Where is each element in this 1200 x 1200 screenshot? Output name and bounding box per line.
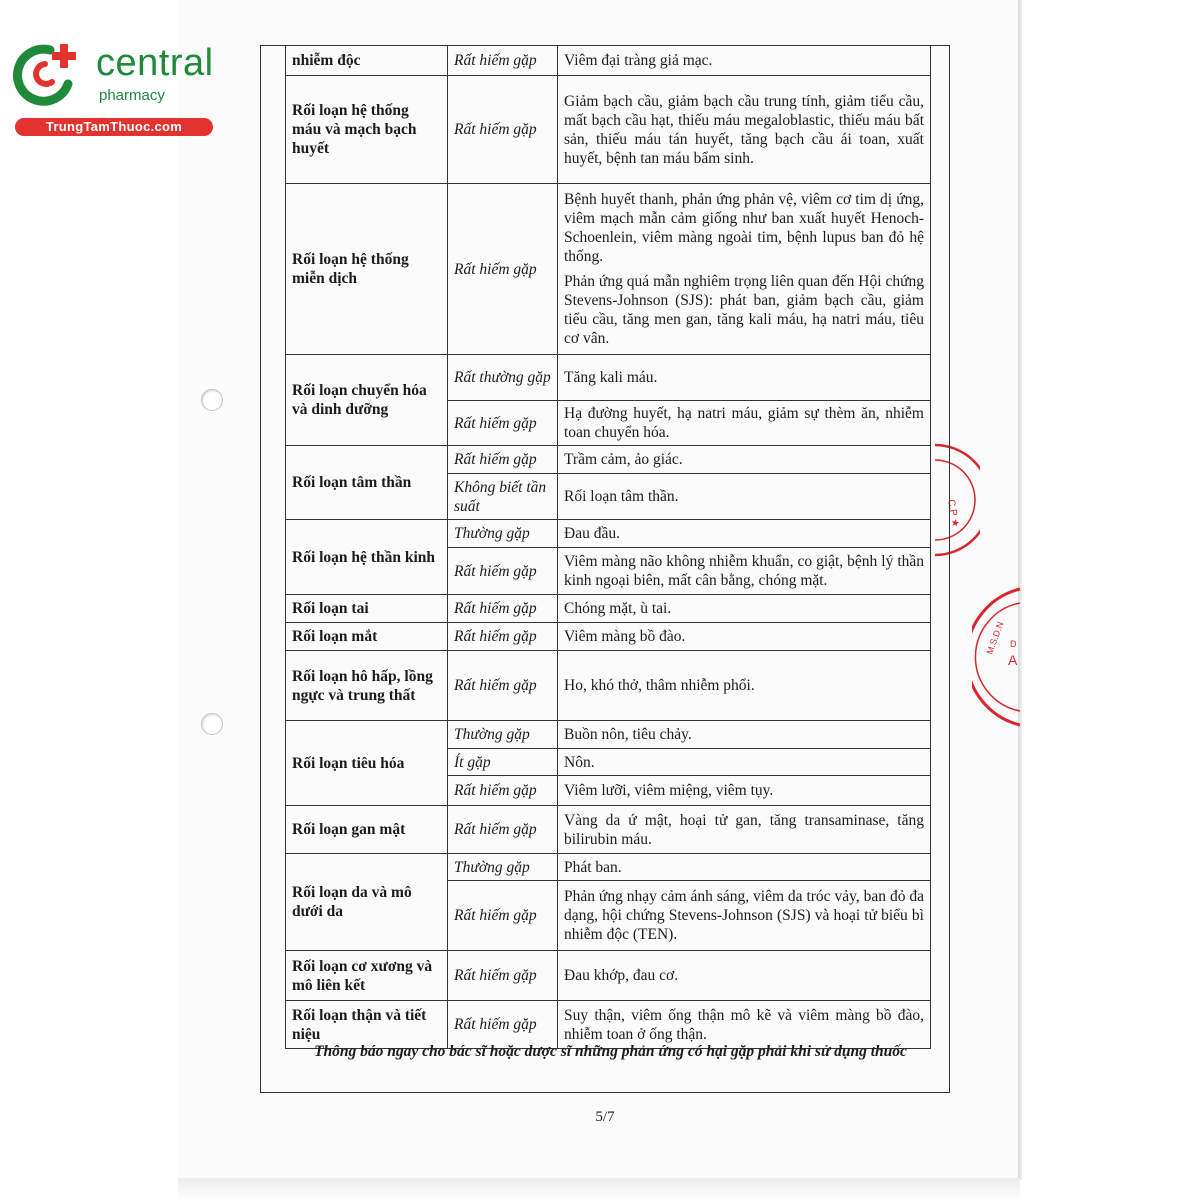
organ-cell: Rối loạn hô hấp, lồng ngực và trung thất (286, 651, 448, 721)
footnote-warning: Thông báo ngay cho bác sĩ hoặc dược sĩ những phản ứng có hại gặp phải khi sử dụng thuốc (314, 1043, 907, 1060)
table-row (286, 446, 931, 474)
table-row (286, 76, 931, 184)
logo-url-badge[interactable]: TrungTamThuoc.com (15, 118, 213, 136)
frequency-cell: Rất hiếm gặp (448, 881, 558, 951)
description-text: Đau đầu. (564, 525, 620, 542)
table-row (286, 951, 931, 1001)
description-text: Đau khớp, đau cơ. (564, 967, 679, 984)
description-cell (558, 446, 931, 474)
table-row (286, 651, 931, 721)
description-text: Phát ban. (564, 858, 622, 876)
table-row (286, 595, 931, 623)
frequency-cell: Rất hiếm gặp (448, 651, 558, 721)
adverse-effects-table (285, 45, 931, 1049)
organ-cell: Rối loạn cơ xương và mô liên kết (286, 951, 448, 1001)
description-cell (558, 881, 931, 951)
organ-cell: Rối loạn hệ thống miễn dịch (286, 184, 448, 355)
organ-cell: Rối loạn tâm thần (286, 446, 448, 520)
description-text: Nôn. (564, 753, 595, 771)
organ-cell: Rối loạn tiêu hóa (286, 721, 448, 806)
description-cell (558, 806, 931, 854)
description-cell (558, 623, 931, 651)
description-cell (558, 76, 931, 184)
svg-text:M.S.D.N: M.S.D.N (984, 620, 1006, 656)
frequency-cell: Thường gặp (448, 854, 558, 881)
description-text: Ho, khó thở, thâm nhiễm phổi. (564, 677, 755, 694)
organ-cell: Rối loạn thận và tiết niệu (286, 1001, 448, 1049)
frequency-cell: Rất hiếm gặp (448, 623, 558, 651)
description-cell (558, 46, 931, 76)
organ-cell: nhiễm độc (286, 46, 448, 76)
central-pharmacy-logo[interactable] (10, 36, 215, 136)
frequency-cell: Thường gặp (448, 721, 558, 749)
partial-stamp-lower (972, 585, 1022, 730)
description-text: Viêm màng não không nhiễm khuẩn, co giật, bệnh lý thần kinh ngoại biên, mất cân bằng, chóng mặt. (564, 553, 924, 589)
description-cell (558, 355, 931, 401)
punch-hole-bottom (201, 713, 223, 735)
description-cell (558, 951, 931, 1001)
table-row (286, 854, 931, 881)
description-cell (558, 776, 931, 806)
description-text: Giảm bạch cầu, giảm bạch cầu trung tính, giảm tiểu cầu, mất bạch cầu hạt, thiếu máu megaloblastic, thiếu máu bất sản, thiếu máu tán huyết, tăng bạch cầu ái toan, xuất huyết, bệnh tan máu bẩm sinh. (564, 92, 924, 167)
frequency-cell: Rất hiếm gặp (448, 595, 558, 623)
svg-text:C.P ★: C.P ★ (945, 498, 961, 529)
organ-cell: Rối loạn chuyển hóa và dinh dưỡng (286, 355, 448, 446)
table-row (286, 520, 931, 548)
frequency-cell: Rất hiếm gặp (448, 776, 558, 806)
description-text: Vàng da ứ mật, hoại tử gan, tăng transaminase, tăng bilirubin máu. (564, 811, 924, 848)
description-cell (558, 854, 931, 881)
organ-cell: Rối loạn gan mật (286, 806, 448, 854)
description-text: Viêm màng bồ đào. (564, 628, 686, 645)
description-cell (558, 749, 931, 776)
description-cell (558, 651, 931, 721)
table-row (286, 1001, 931, 1049)
frequency-cell: Rất thường gặp (448, 355, 558, 401)
description-cell (558, 548, 931, 595)
pharmacy-cross-icon (10, 38, 80, 108)
frequency-cell: Rất hiếm gặp (448, 806, 558, 854)
frequency-cell: Rất hiếm gặp (448, 46, 558, 76)
table-row (286, 623, 931, 651)
description-cell (558, 474, 931, 520)
table-row (286, 806, 931, 854)
organ-cell: Rối loạn da và mô dưới da (286, 854, 448, 951)
svg-text:A: A (1008, 652, 1018, 668)
frequency-cell: Rất hiếm gặp (448, 446, 558, 474)
logo-subtitle: pharmacy (99, 87, 165, 104)
punch-hole-top (201, 389, 223, 411)
frequency-cell: Thường gặp (448, 520, 558, 548)
organ-cell: Rối loạn tai (286, 595, 448, 623)
frequency-cell: Ít gặp (448, 749, 558, 776)
organ-cell: Rối loạn hệ thần kinh (286, 520, 448, 595)
table-row (286, 184, 931, 355)
description-cell (558, 184, 931, 355)
organ-cell: Rối loạn mắt (286, 623, 448, 651)
frequency-cell: Rất hiếm gặp (448, 184, 558, 355)
page-bottom-shadow (178, 1178, 1020, 1200)
description-text: Trầm cảm, ảo giác. (564, 451, 683, 468)
description-text: Viêm đại tràng giả mạc. (564, 52, 713, 69)
frequency-cell: Rất hiếm gặp (448, 548, 558, 595)
description-cell (558, 595, 931, 623)
frequency-cell: Rất hiếm gặp (448, 401, 558, 446)
description-text: Tăng kali máu. (564, 369, 658, 386)
description-text: Bệnh huyết thanh, phản ứng phản vệ, viêm cơ tim dị ứng, viêm mạch mẫn cảm giống như ban xuất huyết Henoch-Schoenlein, viêm màng ngoài tim, bệnh lupus ban đỏ hệ thống. (564, 191, 924, 265)
logo-name: central (96, 42, 214, 84)
table-row (286, 355, 931, 401)
organ-cell: Rối loạn hệ thống máu và mạch bạch huyết (286, 76, 448, 184)
frequency-cell: Rất hiếm gặp (448, 1001, 558, 1049)
table-row (286, 721, 931, 749)
description-text: Viêm lưỡi, viêm miệng, viêm tụy. (564, 782, 774, 799)
description-text: Buồn nôn, tiêu chảy. (564, 726, 692, 743)
description-text: Chóng mặt, ù tai. (564, 600, 672, 617)
page-number: 5/7 (595, 1109, 615, 1125)
table-row (286, 46, 931, 76)
frequency-cell: Rất hiếm gặp (448, 951, 558, 1001)
description-text: Phản ứng quá mẫn nghiêm trọng liên quan đến Hội chứng Stevens-Johnson (SJS): phát ban, giảm bạch cầu, giảm tiểu cầu, tăng men gan, tăng kali máu, hạ natri máu, tiêu cơ vân. (564, 273, 924, 347)
description-text: Hạ đường huyết, hạ natri máu, giảm sự thèm ăn, nhiễm toan chuyển hóa. (564, 405, 924, 441)
svg-text:D: D (1010, 639, 1017, 649)
description-cell (558, 721, 931, 749)
description-text: Suy thận, viêm ống thận mô kẽ và viêm màng bồ đào, nhiễm toan ở ống thận. (564, 1006, 924, 1043)
frequency-cell: Không biết tần suất (448, 474, 558, 520)
description-text: Phản ứng nhạy cảm ánh sáng, viêm da tróc vảy, ban đỏ đa dạng, hội chứng Stevens-Johnson (SJS) và hoại tử biểu bì nhiễm độc (TEN). (564, 888, 924, 943)
description-cell (558, 520, 931, 548)
description-text: Rối loạn tâm thần. (564, 488, 679, 505)
description-cell (558, 1001, 931, 1049)
description-cell (558, 401, 931, 446)
frequency-cell: Rất hiếm gặp (448, 76, 558, 184)
